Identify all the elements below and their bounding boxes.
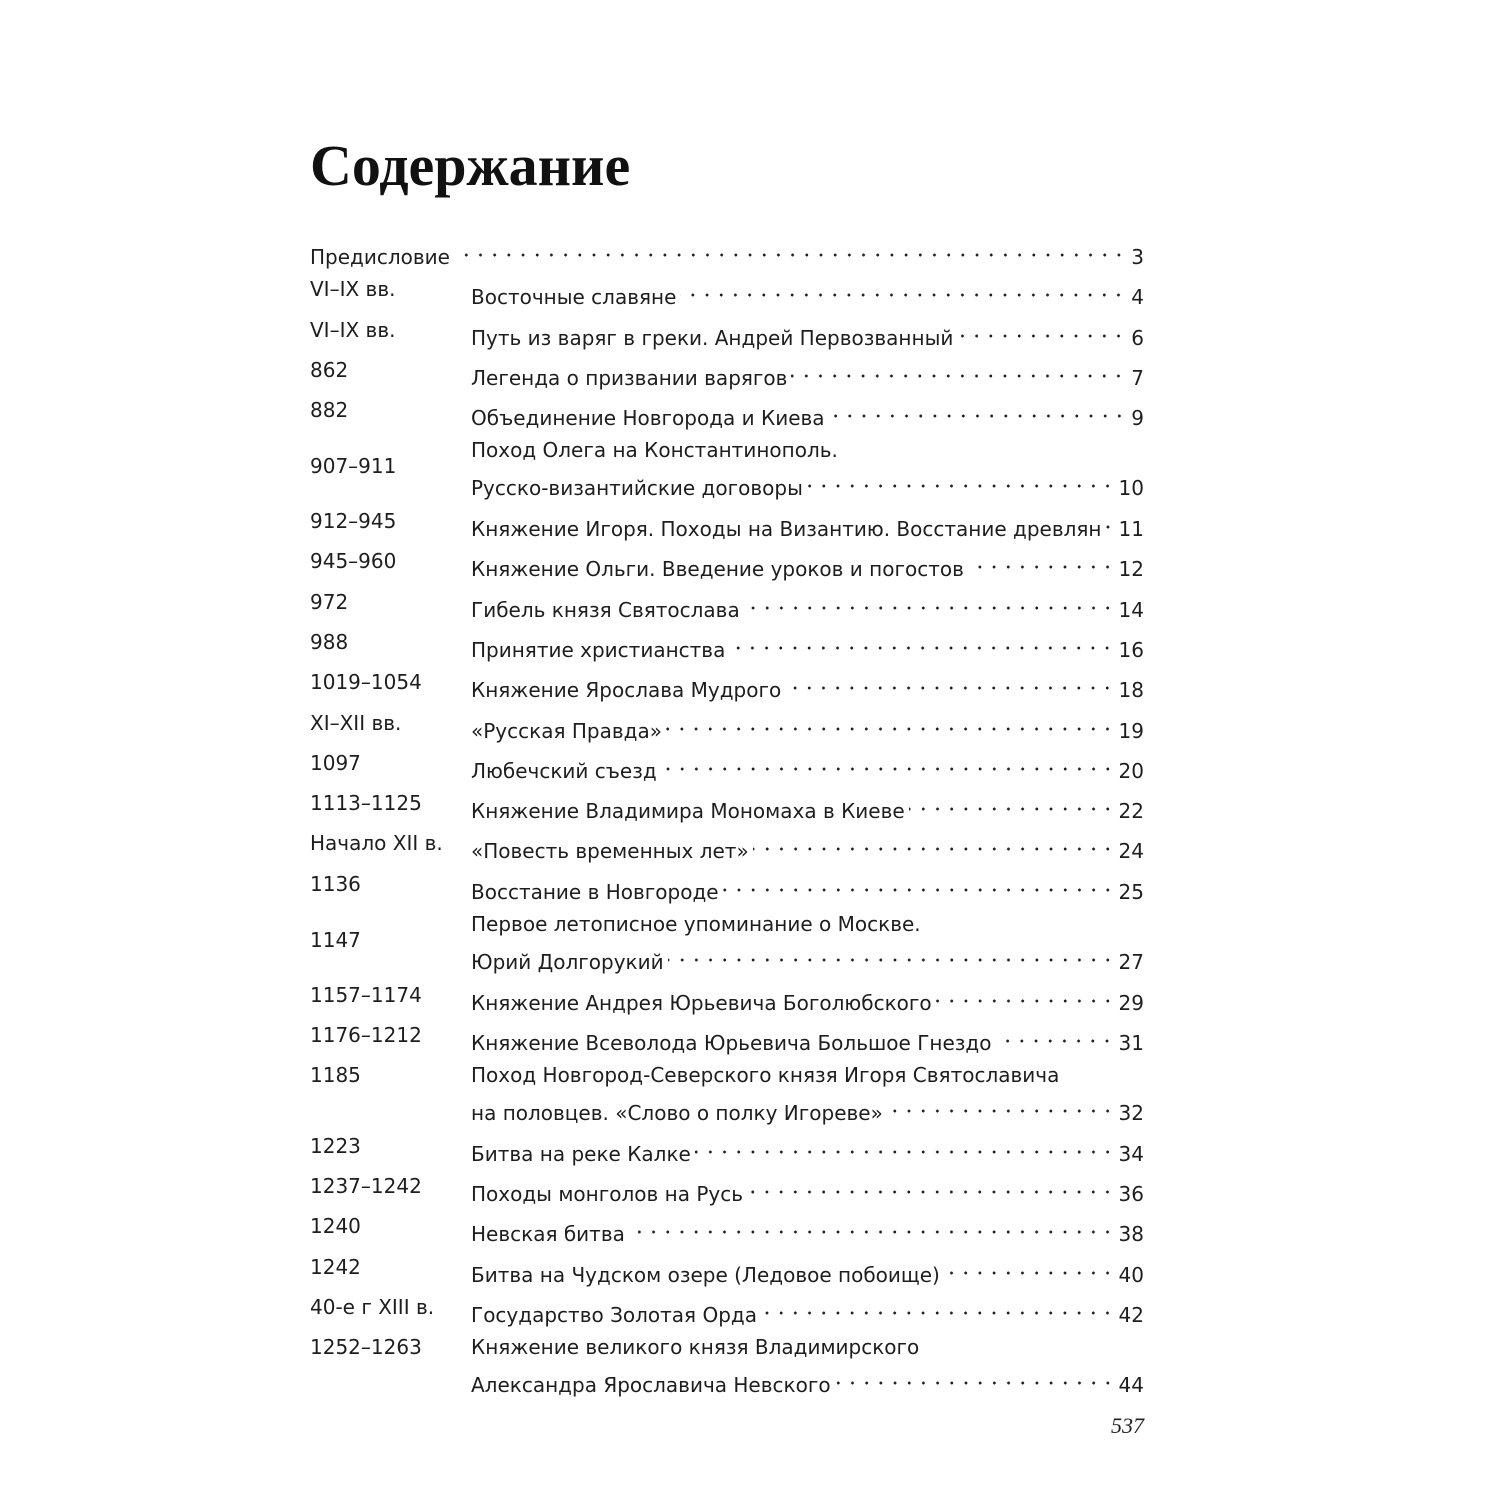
toc-entry[interactable] xyxy=(310,1167,1144,1207)
toc-entry-date: 1252–1263 xyxy=(310,1335,422,1360)
dot-leader xyxy=(791,355,1126,385)
dot-leader xyxy=(829,395,1126,425)
dot-leader xyxy=(695,1131,1115,1161)
toc-entry[interactable] xyxy=(310,391,1144,431)
dot-leader xyxy=(968,546,1115,576)
dot-leader xyxy=(761,1292,1115,1322)
toc-entry-date: 1242 xyxy=(310,1254,361,1279)
toc-entry-title: Александра Ярославича Невского xyxy=(471,1373,831,1398)
toc-entry[interactable] xyxy=(310,1248,1144,1288)
toc-entry-date: 1157–1174 xyxy=(310,982,422,1007)
toc-entry-title: Княжение Всеволода Юрьевича Большое Гнездо xyxy=(471,1030,992,1055)
toc-entry-date: 988 xyxy=(310,629,349,654)
dot-leader xyxy=(995,1020,1114,1050)
toc-entry[interactable] xyxy=(310,502,1144,542)
toc-entry-title: «Повесть временных лет» xyxy=(471,839,749,864)
toc-entry[interactable] xyxy=(310,583,1144,623)
toc-entry[interactable] xyxy=(310,784,1144,824)
toc-page-number: 44 xyxy=(1118,1373,1144,1398)
toc-page-number: 32 xyxy=(1118,1101,1144,1126)
toc-page-number: 3 xyxy=(1131,245,1144,269)
toc-entry-title: Невская битва xyxy=(471,1222,625,1247)
dot-leader xyxy=(454,234,1126,264)
toc-entry[interactable] xyxy=(310,351,1144,391)
toc-entry-date: 40-е г XIII в. xyxy=(310,1295,435,1320)
dot-leader xyxy=(887,1090,1115,1120)
toc-entry-title: Битва на реке Калке xyxy=(471,1141,691,1166)
toc-entry-title: Походы монголов на Русь xyxy=(471,1182,744,1207)
dot-leader xyxy=(747,1171,1115,1201)
toc-entry[interactable] xyxy=(310,1127,1144,1167)
toc-page-number: 10 xyxy=(1118,476,1144,501)
toc-entry-title: Легенда о призвании варягов xyxy=(471,365,788,390)
toc-entry-title: Путь из варяг в греки. Андрей Первозванный xyxy=(471,325,954,350)
toc-entry-date: 912–945 xyxy=(310,509,397,534)
dot-leader xyxy=(909,788,1115,818)
toc-entry-title: Государство Золотая Орда xyxy=(471,1303,757,1328)
toc-entry-title: Княжение Игоря. Походы на Византию. Восстание древлян xyxy=(471,517,1102,542)
toc-entry-date: XI–XII вв. xyxy=(310,710,402,735)
toc-entry-title: Гибель князя Святослава xyxy=(471,597,740,622)
dot-leader xyxy=(753,828,1115,858)
toc-entry-title-line: Поход Новгород-Северского князя Игоря Святославича xyxy=(471,1063,1060,1088)
toc-entry-title: «Русская Правда» xyxy=(471,718,662,743)
toc-entry-title: Княжение Ярослава Мудрого xyxy=(471,678,782,703)
toc-page-number: 14 xyxy=(1118,597,1144,622)
dot-leader xyxy=(936,980,1115,1010)
dot-leader xyxy=(666,708,1115,738)
toc-entry-date: 907–911 xyxy=(310,454,397,479)
toc-entry-date: VI–IX вв. xyxy=(310,317,396,342)
toc-page-number: 24 xyxy=(1118,839,1144,864)
dot-leader xyxy=(629,1211,1115,1241)
toc-page-number: 25 xyxy=(1118,879,1144,904)
dot-leader xyxy=(661,748,1115,778)
toc-entry[interactable] xyxy=(310,270,1144,310)
table-of-contents xyxy=(310,230,1144,1399)
toc-entry-title: Восточные славяне xyxy=(471,285,677,310)
toc-entry[interactable] xyxy=(310,623,1144,663)
toc-page-number: 40 xyxy=(1118,1262,1144,1287)
toc-entry-date: 1113–1125 xyxy=(310,791,422,816)
toc-entry-title: Юрий Долгорукий xyxy=(471,950,664,975)
toc-page-number: 36 xyxy=(1118,1182,1144,1207)
toc-page-number: 29 xyxy=(1118,990,1144,1015)
toc-page-number: 6 xyxy=(1131,325,1144,350)
toc-entry[interactable] xyxy=(310,663,1144,703)
toc-page-number: 31 xyxy=(1118,1030,1144,1055)
dot-leader xyxy=(723,869,1115,899)
toc-entry-title: Княжение Владимира Мономаха в Киеве xyxy=(471,799,905,824)
toc-entry[interactable] xyxy=(310,905,1144,976)
toc-entry[interactable] xyxy=(310,1016,1144,1056)
toc-entry-date: 1019–1054 xyxy=(310,670,422,695)
dot-leader xyxy=(807,465,1115,495)
dot-leader xyxy=(744,587,1115,617)
dot-leader xyxy=(785,667,1114,697)
toc-page-number: 38 xyxy=(1118,1222,1144,1247)
dot-leader xyxy=(1106,506,1115,536)
toc-page-number: 18 xyxy=(1118,678,1144,703)
toc-entry-date: 1176–1212 xyxy=(310,1022,422,1047)
toc-entry-date: 1136 xyxy=(310,871,361,896)
dot-leader xyxy=(729,627,1114,657)
toc-entry-date: 882 xyxy=(310,398,349,423)
toc-entry-date: 1147 xyxy=(310,927,361,952)
toc-entry-date: 945–960 xyxy=(310,549,397,574)
toc-page-number: 7 xyxy=(1131,365,1144,390)
toc-entry-title: Предисловие xyxy=(310,245,450,269)
toc-page-number: 19 xyxy=(1118,718,1144,743)
dot-leader xyxy=(944,1252,1115,1282)
toc-entry-date: Начало XII в. xyxy=(310,831,443,856)
toc-entry[interactable] xyxy=(310,1328,1144,1399)
toc-entry-date: 972 xyxy=(310,589,349,614)
toc-entry-title: Принятие христианства xyxy=(471,637,726,662)
toc-entry[interactable] xyxy=(310,542,1144,582)
toc-entry-title-line: Поход Олега на Константинополь. xyxy=(471,438,838,463)
toc-page-number: 12 xyxy=(1118,557,1144,582)
toc-entry-date: 1223 xyxy=(310,1133,361,1158)
toc-entry[interactable] xyxy=(310,1207,1144,1247)
toc-entry-date: 1240 xyxy=(310,1214,361,1239)
toc-entry-title-line: Первое летописное упоминание о Москве. xyxy=(471,912,921,937)
toc-entry-date: 1097 xyxy=(310,750,361,775)
toc-page-number: 16 xyxy=(1118,637,1144,662)
toc-entry[interactable] xyxy=(310,1056,1144,1127)
dot-leader xyxy=(957,315,1126,345)
toc-entry-title: на половцев. «Слово о полку Игореве» xyxy=(471,1101,883,1126)
dot-leader xyxy=(835,1362,1115,1392)
toc-entry-date: 862 xyxy=(310,357,349,382)
toc-entry-title-line: Княжение великого князя Владимирского xyxy=(471,1335,920,1360)
toc-page-number: 9 xyxy=(1131,406,1144,431)
toc-entry[interactable] xyxy=(310,704,1144,744)
toc-page-number: 27 xyxy=(1118,950,1144,975)
toc-page-number: 20 xyxy=(1118,758,1144,783)
toc-entry[interactable] xyxy=(310,865,1144,905)
dot-leader xyxy=(680,274,1126,304)
toc-entry-date: 1185 xyxy=(310,1063,361,1088)
page-title: Содержание xyxy=(310,133,631,198)
page-number: 537 xyxy=(1111,1413,1144,1438)
toc-page-number: 34 xyxy=(1118,1141,1144,1166)
toc-entry-title: Битва на Чудском озере (Ледовое побоище) xyxy=(471,1262,940,1287)
toc-entry-preface[interactable] xyxy=(310,230,1144,270)
toc-entry-title: Княжение Ольги. Введение уроков и погостов xyxy=(471,557,964,582)
toc-page-number: 42 xyxy=(1118,1303,1144,1328)
toc-entry[interactable] xyxy=(310,1288,1144,1328)
toc-page-number: 22 xyxy=(1118,799,1144,824)
toc-list xyxy=(310,270,1144,1399)
toc-entry[interactable] xyxy=(310,976,1144,1016)
toc-page-number: 4 xyxy=(1131,285,1144,310)
toc-entry-title: Восстание в Новгороде xyxy=(471,879,719,904)
toc-entry-date: 1237–1242 xyxy=(310,1174,422,1199)
toc-entry-date: VI–IX вв. xyxy=(310,277,396,302)
toc-entry-title: Объединение Новгорода и Киева xyxy=(471,406,825,431)
toc-entry-title: Княжение Андрея Юрьевича Боголюбского xyxy=(471,990,932,1015)
dot-leader xyxy=(668,939,1115,969)
toc-entry[interactable] xyxy=(310,824,1144,864)
toc-entry-title: Русско-византийские договоры xyxy=(471,476,803,501)
toc-entry[interactable] xyxy=(310,311,1144,351)
toc-entry-title: Любечский съезд xyxy=(471,758,657,783)
toc-entry[interactable] xyxy=(310,744,1144,784)
toc-page-number: 11 xyxy=(1118,517,1144,542)
toc-entry[interactable] xyxy=(310,431,1144,502)
